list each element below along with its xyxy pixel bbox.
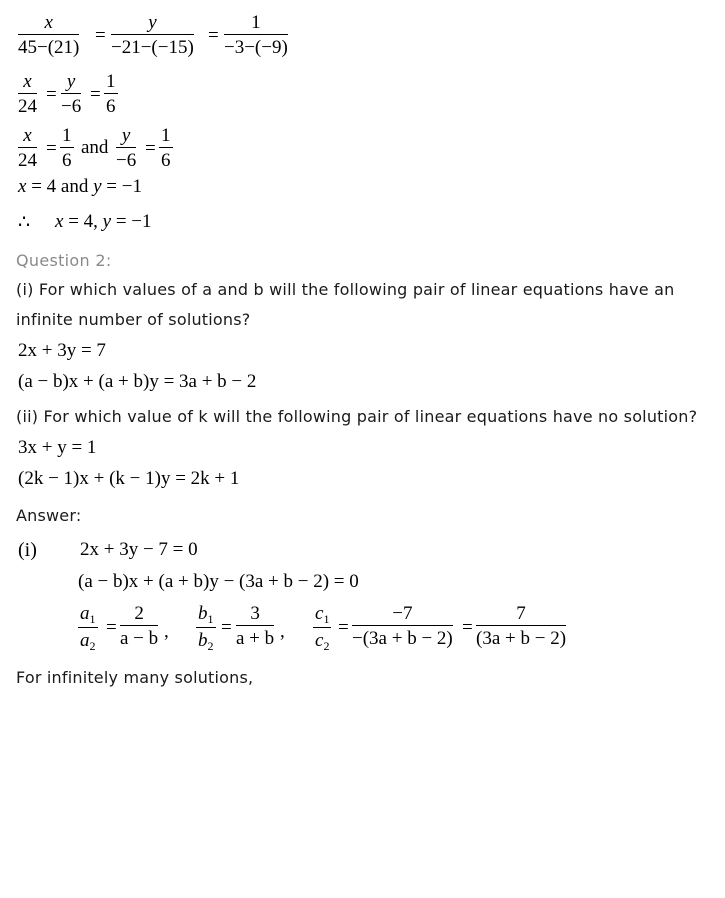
question-heading: Question 2: xyxy=(16,251,112,270)
fraction-x xyxy=(18,126,37,170)
numerator: x xyxy=(23,71,32,92)
equation-2: (a − b)x + (a + b)y = 3a + b − 2 xyxy=(18,371,257,392)
equals-sign: = xyxy=(46,84,57,105)
denominator: −3−(−9) xyxy=(224,37,288,58)
comma: , xyxy=(280,621,285,642)
text: = 4, xyxy=(63,211,103,232)
denominator: 6 xyxy=(62,150,72,171)
text: = −1 xyxy=(101,176,142,197)
numerator: 2 xyxy=(120,604,158,626)
comma: , xyxy=(164,621,169,642)
fraction-one xyxy=(104,72,118,116)
ratio-c-value-2 xyxy=(476,604,566,648)
denominator: (3a + b − 2) xyxy=(476,628,567,649)
equals-sign: = xyxy=(46,138,57,159)
numerator: 1 xyxy=(161,125,171,146)
fraction-x xyxy=(18,72,37,116)
fraction-x xyxy=(18,13,79,57)
numerator: 1 xyxy=(62,125,72,146)
fraction-one xyxy=(224,13,288,57)
denominator: −6 xyxy=(116,150,137,171)
numerator: 1 xyxy=(224,13,288,35)
var-y: y xyxy=(102,211,112,232)
therefore-symbol: ∴ xyxy=(18,212,31,233)
denominator: 24 xyxy=(18,150,37,171)
numerator: 3 xyxy=(236,604,274,626)
denominator: 45−(21) xyxy=(18,37,80,58)
ratio-b1-b2: $\frac{b_1}{b_2}$ xyxy=(198,603,214,653)
answer-followup: For infinitely many solutions, xyxy=(16,668,254,687)
equals-sign: = xyxy=(106,617,117,638)
numerator: −7 xyxy=(352,604,453,626)
equals-sign: = xyxy=(145,138,156,159)
denominator: a − b xyxy=(120,628,159,649)
equals-sign: = xyxy=(462,617,473,638)
part-label: (i) xyxy=(18,539,37,561)
question-part-i-line2: infinite number of solutions? xyxy=(16,310,251,329)
denominator: 24 xyxy=(18,96,37,117)
denominator: −21−(−15) xyxy=(111,37,194,58)
var-x: x xyxy=(18,176,27,197)
numerator: 1 xyxy=(106,71,116,92)
answer-equation-b: (a − b)x + (a + b)y − (3a + b − 2) = 0 xyxy=(78,571,359,592)
equals-sign: = xyxy=(221,617,232,638)
denominator: −6 xyxy=(61,96,82,117)
fraction-y xyxy=(116,126,136,170)
denominator: −(3a + b − 2) xyxy=(352,628,453,649)
equals-sign: = xyxy=(338,617,349,638)
ratio-c1-c2: $\frac{c_1}{c_2}$ xyxy=(315,603,330,653)
equals-sign: = xyxy=(95,25,106,46)
numerator: x xyxy=(23,125,32,146)
fraction-one xyxy=(159,126,173,170)
var-x: x xyxy=(55,211,64,232)
text: = −1 xyxy=(111,211,152,232)
numerator: y xyxy=(66,71,76,92)
numerator: y xyxy=(148,12,157,33)
question-part-ii: (ii) For which value of k will the following pair of linear equations have no solution? xyxy=(16,407,698,426)
question-part-i-line1: (i) For which values of a and b will the following pair of linear equations have an xyxy=(16,280,675,299)
ratio-a-value xyxy=(120,604,158,648)
solution-line xyxy=(18,177,142,196)
answer-equation-a: 2x + 3y − 7 = 0 xyxy=(80,539,198,560)
numerator: 7 xyxy=(476,604,566,626)
equation-1: 2x + 3y = 7 xyxy=(18,340,106,361)
denominator: 6 xyxy=(106,96,116,117)
denominator: 6 xyxy=(161,150,171,171)
final-solution xyxy=(55,212,152,231)
ratio-b-value xyxy=(236,604,274,648)
equation-4: (2k − 1)x + (k − 1)y = 2k + 1 xyxy=(18,468,240,489)
fraction-y xyxy=(61,72,81,116)
and-word: and xyxy=(81,137,109,158)
numerator: x xyxy=(44,12,53,33)
equals-sign: = xyxy=(90,84,101,105)
numerator: y xyxy=(121,125,131,146)
text: = 4 and xyxy=(26,176,94,197)
var-y: y xyxy=(93,176,102,197)
equation-3: 3x + y = 1 xyxy=(18,437,97,458)
denominator: a + b xyxy=(236,628,275,649)
ratio-c-value-1 xyxy=(352,604,453,648)
equals-sign: = xyxy=(208,25,219,46)
ratio-a1-a2: $\frac{a_1}{a_2}$ xyxy=(80,603,96,653)
fraction-one xyxy=(60,126,74,170)
fraction-y xyxy=(111,13,194,57)
answer-label: Answer: xyxy=(16,506,82,525)
